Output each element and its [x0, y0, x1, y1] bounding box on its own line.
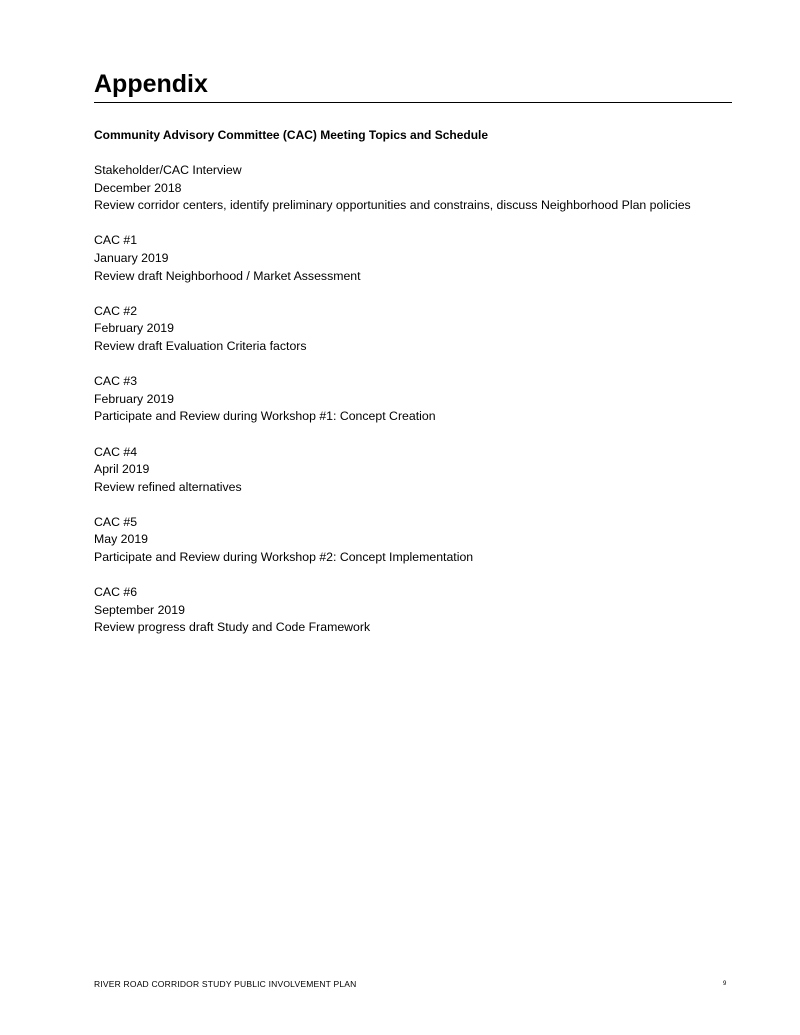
- meeting-date: February 2019: [94, 391, 174, 406]
- schedule-entry: [94, 232, 714, 285]
- meeting-name: CAC #1: [94, 233, 138, 248]
- meeting-name: CAC #4: [94, 444, 138, 459]
- footer-document-title: RIVER ROAD CORRIDOR STUDY PUBLIC INVOLVEMENT PLAN: [94, 979, 357, 989]
- schedule-entry: [94, 514, 714, 567]
- meeting-name: CAC #6: [94, 585, 138, 600]
- meeting-description: Participate and Review during Workshop #1: Concept Creation: [94, 409, 436, 424]
- meeting-date: February 2019: [94, 321, 174, 336]
- meeting-date: May 2019: [94, 532, 149, 547]
- meeting-description: Review progress draft Study and Code Framework: [94, 620, 371, 635]
- meeting-date: April 2019: [94, 462, 150, 477]
- meeting-name: CAC #3: [94, 374, 138, 389]
- meeting-description: Review corridor centers, identify preliminary opportunities and constrains, discuss Neighborhood Plan policies: [94, 198, 691, 213]
- meeting-schedule: [94, 162, 714, 655]
- page-heading: Appendix: [94, 70, 208, 98]
- meeting-date: January 2019: [94, 250, 169, 265]
- page-number: 9: [723, 981, 727, 987]
- schedule-entry: [94, 444, 714, 497]
- schedule-entry: [94, 373, 714, 426]
- meeting-date: September 2019: [94, 602, 185, 617]
- meeting-name: CAC #2: [94, 303, 138, 318]
- meeting-name: Stakeholder/CAC Interview: [94, 163, 242, 177]
- meeting-description: Review refined alternatives: [94, 479, 242, 494]
- heading-underline: [94, 102, 732, 103]
- schedule-entry: [94, 303, 714, 356]
- section-subheading: Community Advisory Committee (CAC) Meeting Topics and Schedule: [94, 128, 489, 142]
- schedule-entry: [94, 162, 714, 215]
- meeting-description: Review draft Evaluation Criteria factors: [94, 338, 307, 353]
- meeting-name: CAC #5: [94, 514, 138, 529]
- meeting-date: December 2018: [94, 180, 182, 195]
- meeting-description: Participate and Review during Workshop #2: Concept Implementation: [94, 550, 474, 565]
- schedule-entry: [94, 584, 714, 637]
- meeting-description: Review draft Neighborhood / Market Assessment: [94, 268, 361, 283]
